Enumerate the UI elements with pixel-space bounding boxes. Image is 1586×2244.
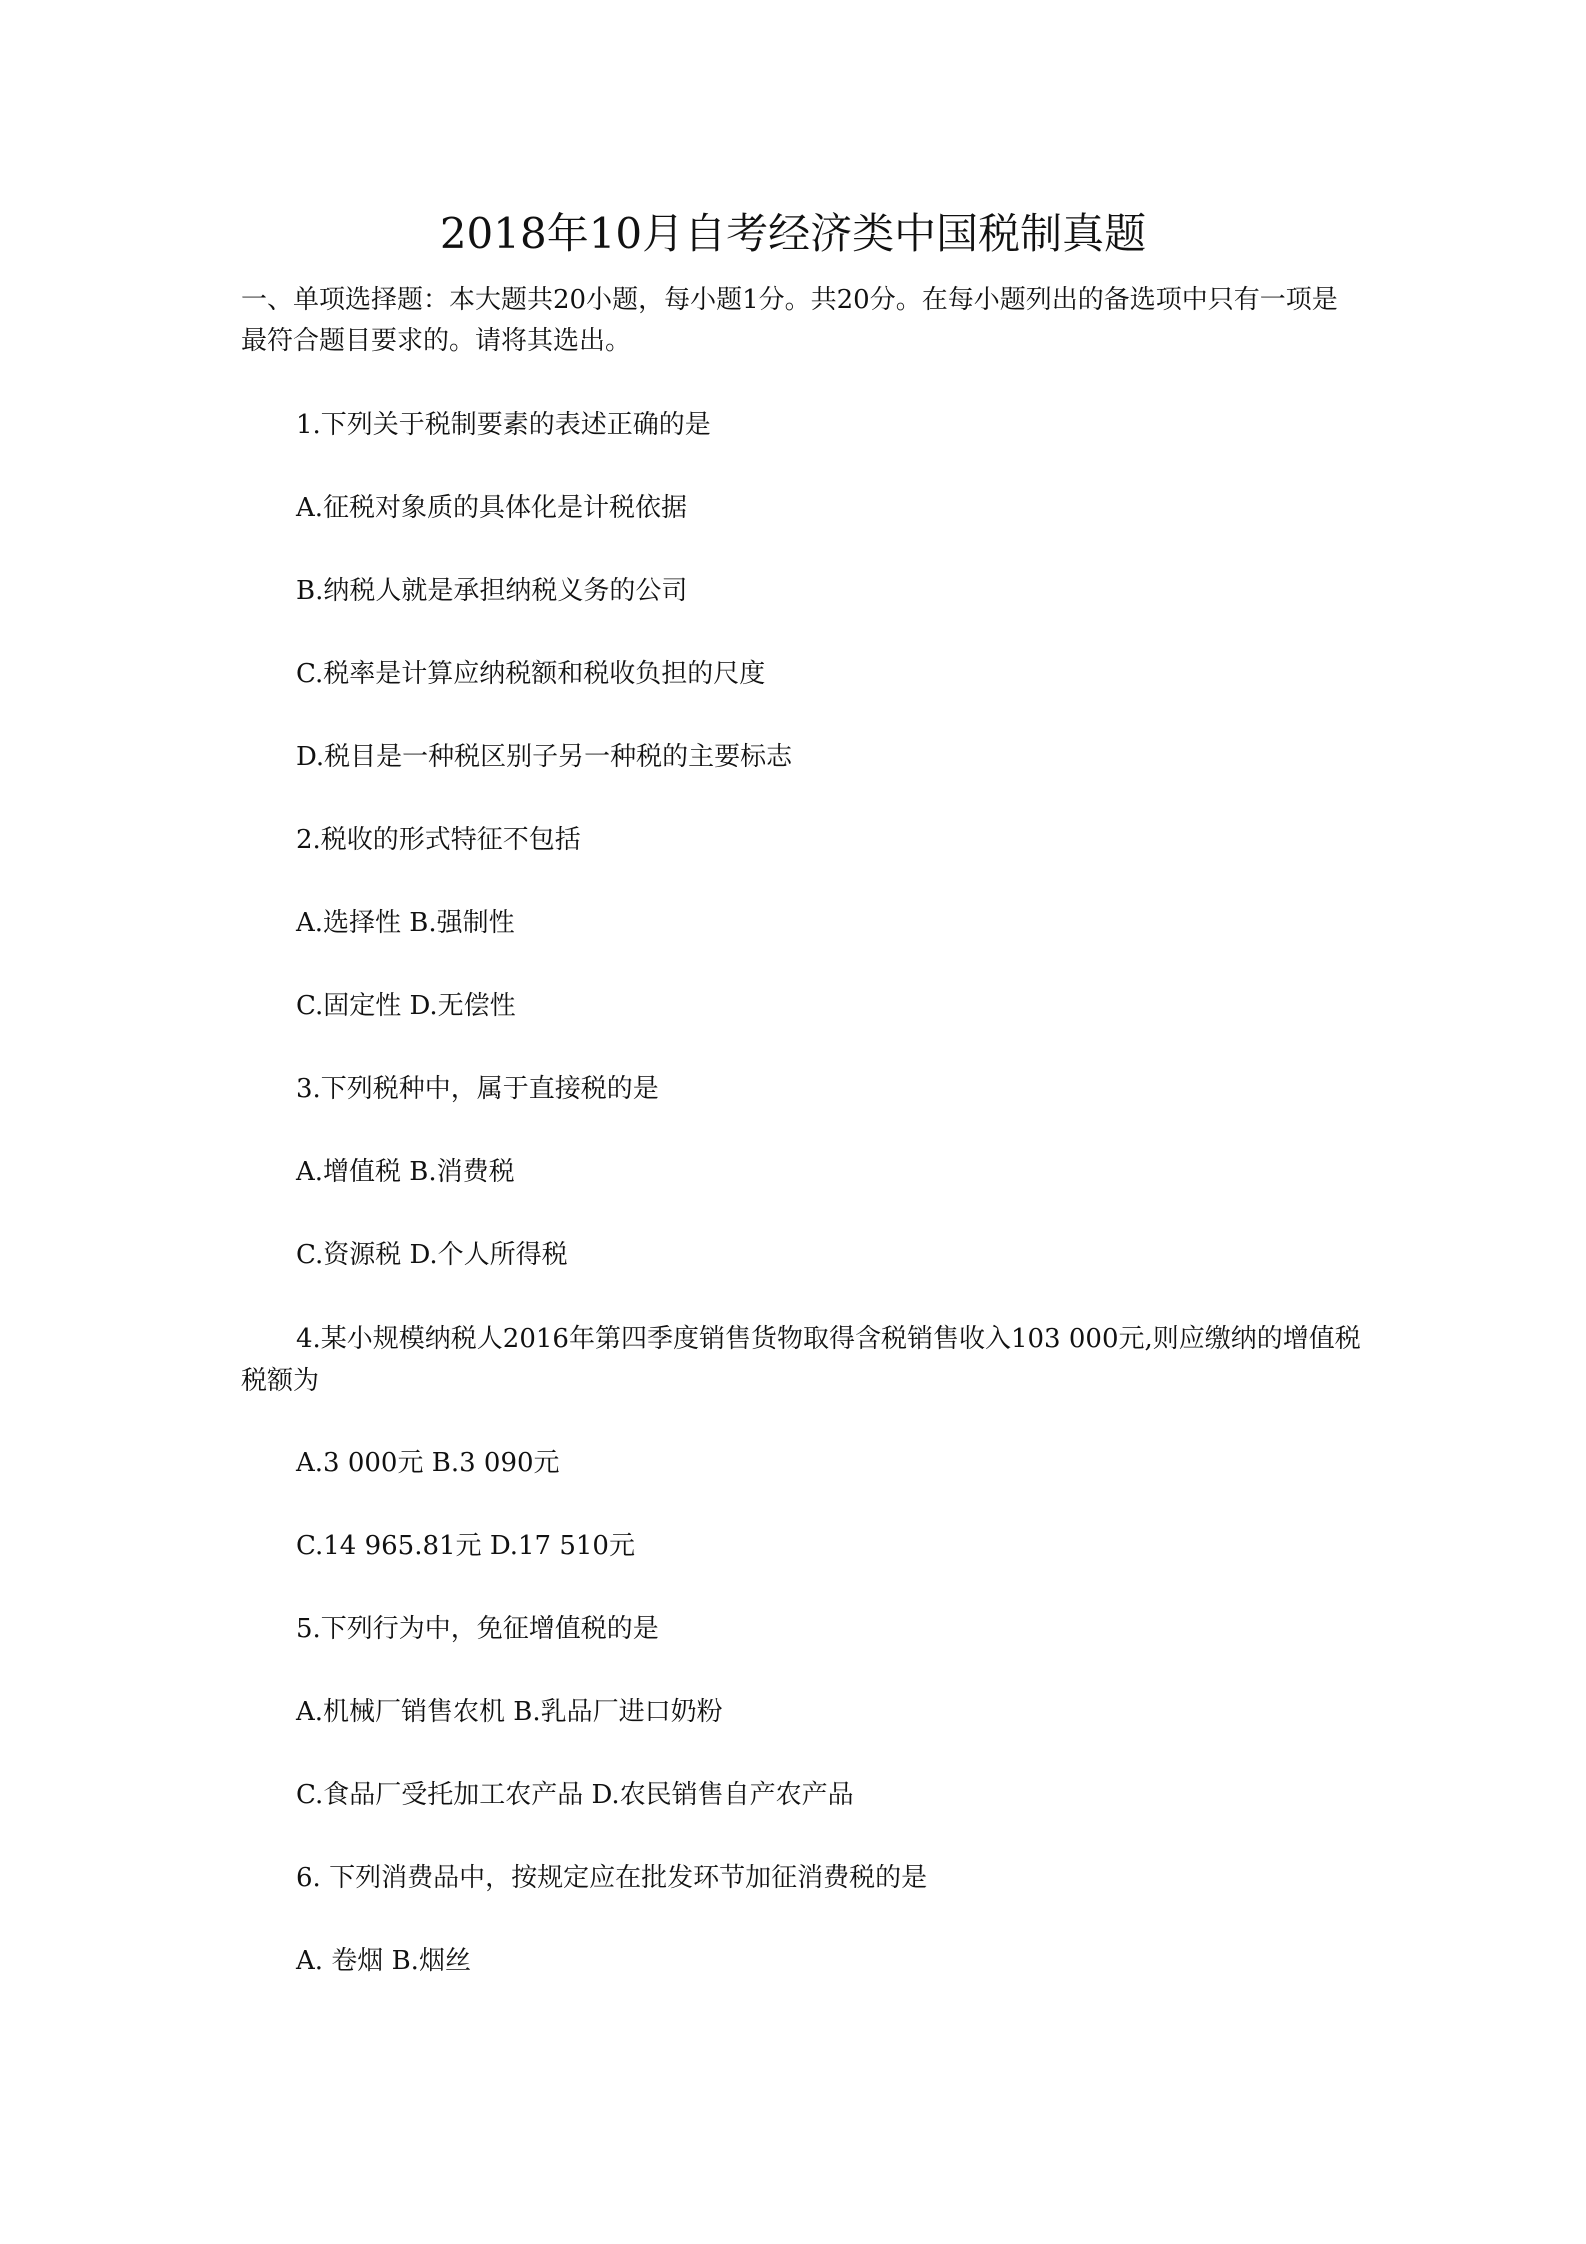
question-4-options-cd: C.14 965.81元 D.17 510元: [296, 1531, 635, 1561]
document-title: 2018年10月自考经济类中国税制真题: [439, 209, 1147, 258]
question-2-options-ab: A.选择性 B.强制性: [296, 908, 515, 938]
question-5-options-ab: A.机械厂销售农机 B.乳品厂进口奶粉: [296, 1697, 723, 1727]
question-5-options-cd: C.食品厂受托加工农产品 D.农民销售自产农产品: [296, 1780, 854, 1810]
question-1-stem: 1.下列关于税制要素的表述正确的是: [296, 410, 711, 440]
question-1-option-c: C.税率是计算应纳税额和税收负担的尺度: [296, 659, 766, 689]
question-3-options-ab: A.增值税 B.消费税: [296, 1157, 515, 1187]
question-4-options-ab: A.3 000元 B.3 090元: [296, 1448, 560, 1478]
question-2-options-cd: C.固定性 D.无偿性: [296, 991, 516, 1021]
question-6-options-ab: A. 卷烟 B.烟丝: [296, 1946, 471, 1976]
question-1-option-b: B.纳税人就是承担纳税义务的公司: [296, 576, 688, 606]
question-3-options-cd: C.资源税 D.个人所得税: [296, 1240, 568, 1270]
question-1-option-d: D.税目是一种税区别子另一种税的主要标志: [296, 742, 793, 772]
section-intro: 一、单项选择题：本大题共20小题，每小题1分。共20分。在每小题列出的备选项中只有一项是最符合题目要求的。请将其选出。: [241, 285, 1338, 356]
question-4-stem: 4.某小规模纳税人2016年第四季度销售货物取得含税销售收入103 000元,则应缴纳的增值税税额为: [241, 1324, 1361, 1396]
question-6-stem: 6. 下列消费品中，按规定应在批发环节加征消费税的是: [296, 1863, 928, 1893]
question-5-stem: 5.下列行为中，免征增值税的是: [296, 1614, 659, 1644]
question-3-stem: 3.下列税种中，属于直接税的是: [296, 1074, 659, 1104]
question-2-stem: 2.税收的形式特征不包括: [296, 825, 581, 855]
question-1-option-a: A.征税对象质的具体化是计税依据: [296, 493, 688, 523]
